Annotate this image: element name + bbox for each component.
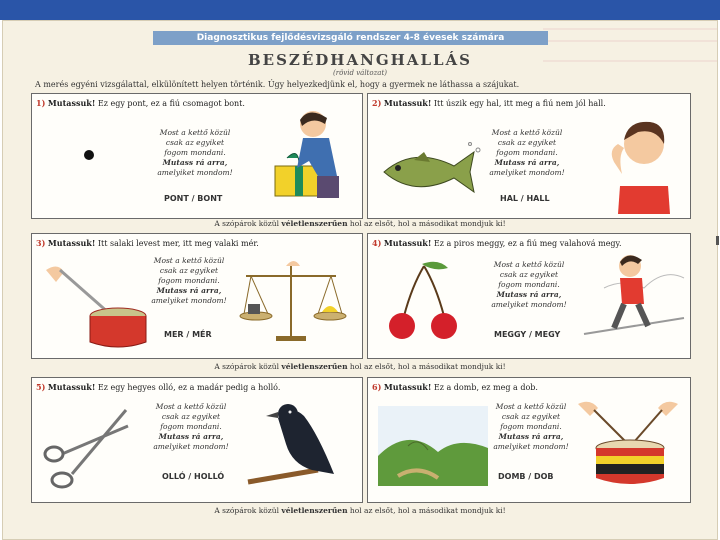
panel-6 <box>367 377 691 503</box>
instruction-line: fogom mondani. <box>164 148 226 157</box>
instruction-footer-3 <box>3 506 717 515</box>
instruction-line: Most a kettő közül <box>159 128 231 137</box>
panel-lead: Mutassuk! <box>47 238 96 248</box>
panel-5 <box>31 377 363 503</box>
instruction-line: Most a kettő közül <box>495 402 567 411</box>
word-pair: MER / MÉR <box>164 330 212 339</box>
panel-lead: Mutassuk! <box>383 382 432 392</box>
cherries-illustration <box>382 256 472 346</box>
fish-illustration <box>374 142 484 202</box>
instruction-line: fogom mondani. <box>498 280 560 289</box>
panel-number: 6) <box>372 382 382 392</box>
word-pair: OLLÓ / HOLLÓ <box>162 472 225 481</box>
instruction-line: amelyiket mondom! <box>489 168 565 177</box>
panel-text: Ez a domb, ez meg a dob. <box>431 383 538 392</box>
panel-lead: Mutassuk! <box>383 98 432 108</box>
instruction-line: Most a kettő közül <box>491 128 563 137</box>
top-bar <box>0 0 720 20</box>
footer-bold: véletlenszerűen <box>281 362 348 371</box>
page-subtitle: (rövid változat) <box>333 69 387 77</box>
instruction-footer-2 <box>3 362 717 371</box>
panel-lead: Mutassuk! <box>47 382 96 392</box>
word-pair: MEGGY / MEGY <box>494 330 561 339</box>
word-pair: PONT / BONT <box>164 194 223 203</box>
panel-number: 5) <box>36 382 46 392</box>
instruction-line: amelyiket mondom! <box>151 296 227 305</box>
page-title: BESZÉDHANGHALLÁS <box>247 51 473 69</box>
footer-text: A szópárok közül <box>214 506 282 515</box>
panel-1 <box>31 93 363 219</box>
instruction-block <box>482 128 572 178</box>
instruction-line: csak az egyiket <box>497 138 557 147</box>
instruction-block <box>144 256 234 306</box>
instruction-line: amelyiket mondom! <box>157 168 233 177</box>
scissors-illustration <box>42 404 132 494</box>
panel-text: Ez a piros meggy, ez a fiú meg valahová megy. <box>431 239 622 248</box>
instruction-line: Mutass rá arra, <box>498 432 564 441</box>
boy-with-gift-illustration <box>257 106 357 206</box>
footer-text: A szópárok közül <box>214 362 282 371</box>
panel-number: 4) <box>372 238 382 248</box>
hill-landscape-illustration <box>378 406 488 486</box>
instruction-line: csak az egyiket <box>501 412 561 421</box>
instruction-line: fogom mondani. <box>496 148 558 157</box>
instruction-line: Mutass rá arra, <box>162 158 228 167</box>
instruction-line: fogom mondani. <box>160 422 222 431</box>
instruction-line: amelyiket mondom! <box>493 442 569 451</box>
panel-text: Ez egy pont, ez a fiú csomagot bont. <box>95 99 245 108</box>
instruction-block <box>484 260 574 310</box>
instruction-block <box>486 402 576 452</box>
scale-illustration <box>236 256 346 346</box>
panel-text: Ez egy hegyes olló, ez a madár pedig a holló. <box>95 383 281 392</box>
footer-bold: véletlenszerűen <box>281 219 348 228</box>
soup-pot-illustration <box>40 252 140 352</box>
instruction-block <box>146 402 236 452</box>
marker-dot <box>84 150 94 160</box>
instruction-line: fogom mondani. <box>500 422 562 431</box>
word-pair: DOMB / DOB <box>498 472 554 481</box>
instruction-line: Most a kettő közül <box>155 402 227 411</box>
footer-text: hol az elsőt, hol a másodikat mondjuk ki! <box>347 506 506 515</box>
panel-1-heading <box>36 98 245 108</box>
panel-number: 2) <box>372 98 382 108</box>
instruction-footer-1 <box>3 219 717 228</box>
instruction-line: csak az egyiket <box>159 266 219 275</box>
panel-number: 1) <box>36 98 46 108</box>
instruction-line: amelyiket mondom! <box>491 300 567 309</box>
instruction-line: csak az egyiket <box>499 270 559 279</box>
instruction-line: fogom mondani. <box>158 276 220 285</box>
edge-mark <box>716 236 719 245</box>
instruction-line: Mutass rá arra, <box>156 286 222 295</box>
boy-listening-illustration <box>604 114 684 214</box>
footer-text: hol az elsőt, hol a másodikat mondjuk ki! <box>347 219 506 228</box>
panel-lead: Mutassuk! <box>47 98 96 108</box>
panel-5-heading <box>36 382 280 392</box>
panel-2-heading <box>372 98 606 108</box>
header-band <box>153 31 548 45</box>
panel-4 <box>367 233 691 359</box>
instruction-line: Most a kettő közül <box>493 260 565 269</box>
panel-2 <box>367 93 691 219</box>
raven-illustration <box>248 394 348 494</box>
panel-text: Itt salaki levest mer, itt meg valaki mér. <box>95 239 259 248</box>
panel-4-heading <box>372 238 622 248</box>
instruction-line: Most a kettő közül <box>153 256 225 265</box>
panel-6-heading <box>372 382 538 392</box>
instruction-block <box>150 128 240 178</box>
panel-lead: Mutassuk! <box>383 238 432 248</box>
header-band-text: Diagnosztikus fejlődésvizsgáló rendszer 4-8 évesek számára <box>196 33 505 43</box>
footer-text: A szópárok közül <box>214 219 282 228</box>
instruction-line: Mutass rá arra, <box>158 432 224 441</box>
panel-3-heading <box>36 238 259 248</box>
word-pair: HAL / HALL <box>500 194 550 203</box>
footer-text: hol az elsőt, hol a másodikat mondjuk ki! <box>347 362 506 371</box>
instruction-line: csak az egyiket <box>161 412 221 421</box>
panel-3 <box>31 233 363 359</box>
walking-boy-illustration <box>584 248 684 348</box>
panel-number: 3) <box>36 238 46 248</box>
instruction-line: Mutass rá arra, <box>496 290 562 299</box>
drum-illustration <box>574 398 684 488</box>
intro-text: A merés egyéni vizsgálattal, elkülönített helyen történik. Úgy helyezkedjünk el, hogy a gyermek ne láthassa a szájukat. <box>35 80 520 89</box>
instruction-line: amelyiket mondom! <box>153 442 229 451</box>
footer-bold: véletlenszerűen <box>281 506 348 515</box>
test-sheet <box>2 20 718 540</box>
instruction-line: csak az egyiket <box>165 138 225 147</box>
instruction-line: Mutass rá arra, <box>494 158 560 167</box>
panel-text: Itt úszik egy hal, itt meg a fiú nem jól hall. <box>431 99 606 108</box>
